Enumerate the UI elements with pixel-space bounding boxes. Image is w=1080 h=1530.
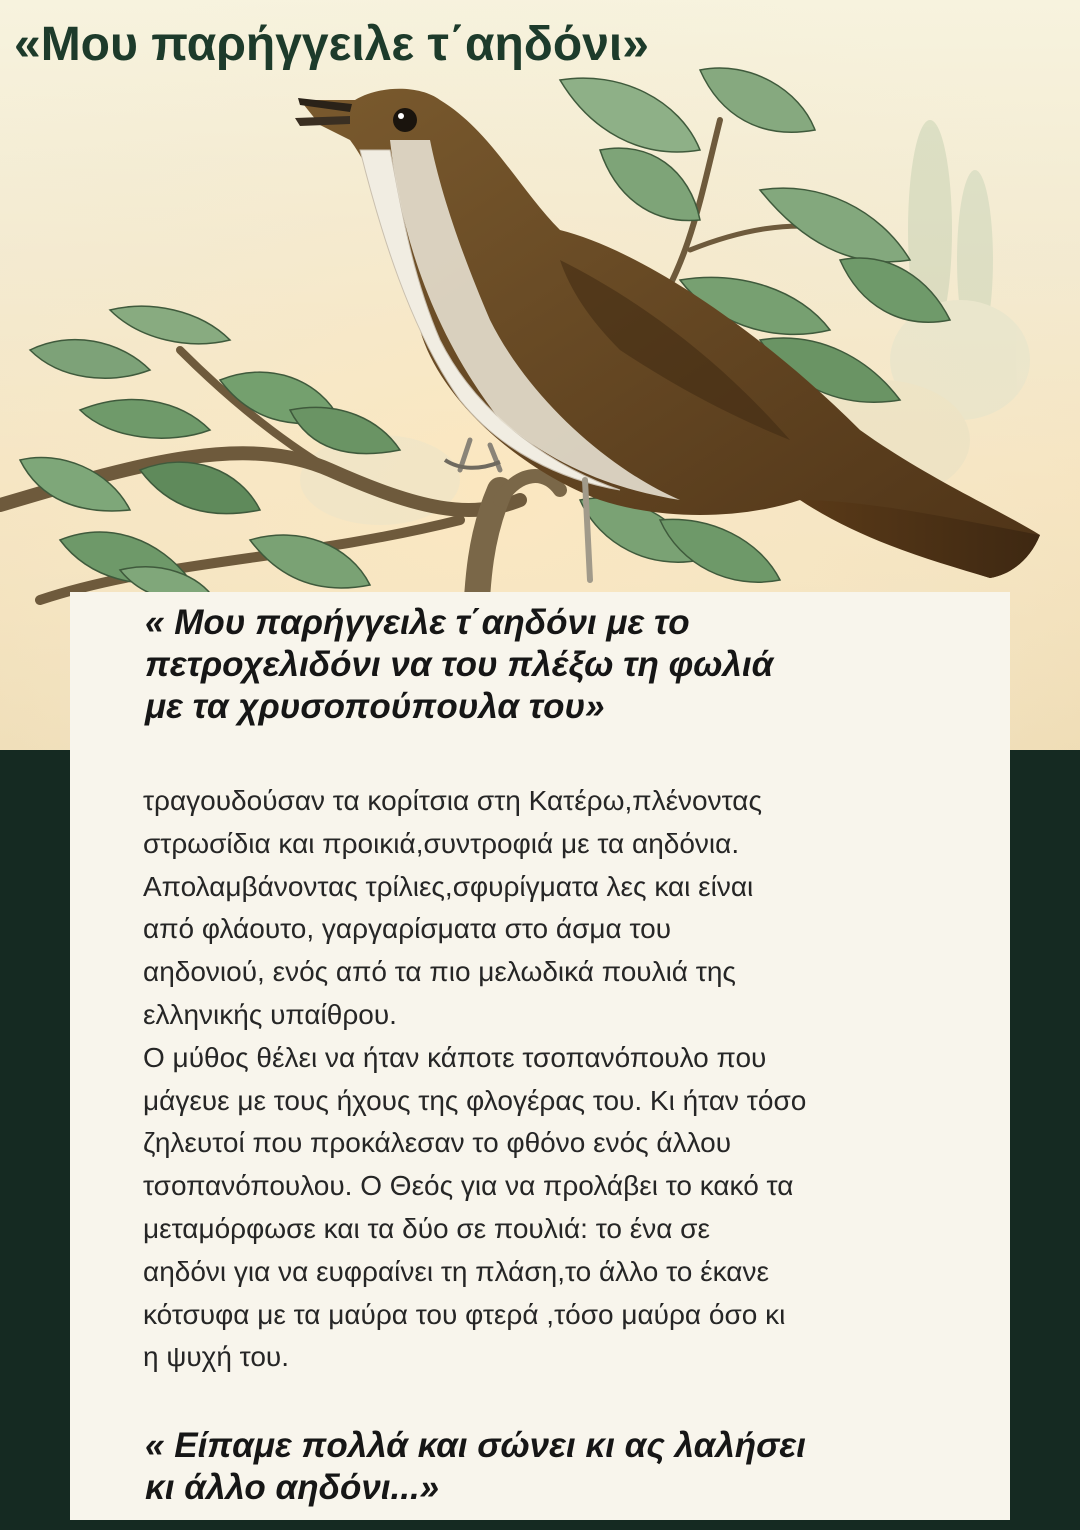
text-card bbox=[70, 592, 1010, 1520]
story-line: Απολαμβάνοντας τρίλιες,σφυρίγματα λες και είναι bbox=[143, 870, 754, 902]
quote-line: « Είπαμε πολλά και σώνει κι ας λαλήσει bbox=[145, 1426, 806, 1465]
story-line: κότσυφα με τα μαύρα του φτερά ,τόσο μαύρα όσο κι bbox=[143, 1298, 786, 1330]
quote-line: με τα χρυσοπούπουλα του» bbox=[145, 687, 605, 726]
story-line: τσοπανόπουλου. Ο Θεός για να προλάβει το κακό τα bbox=[143, 1170, 794, 1202]
story-line: Ο μύθος θέλει να ήταν κάποτε τσοπανόπουλο που bbox=[143, 1041, 767, 1073]
quote-line: πετροχελιδόνι να του πλέξω τη φωλιά bbox=[145, 645, 774, 684]
story-line: ζηλευτοί που προκάλεσαν το φθόνο ενός άλλου bbox=[143, 1127, 732, 1159]
story-line: τραγουδούσαν τα κορίτσια στη Κατέρω,πλένοντας bbox=[143, 785, 762, 816]
story-line: αηδονιού, ενός από τα πιο μελωδικά πουλιά της bbox=[143, 956, 736, 988]
story-line: η ψυχή του. bbox=[143, 1341, 290, 1373]
story-paragraph bbox=[143, 780, 963, 1379]
quote-line: « Μου παρήγγειλε τ΄αηδόνι με το bbox=[145, 603, 690, 642]
story-line: από φλάουτο, γαργαρίσματα στο άσμα του bbox=[143, 913, 672, 945]
story-line: αηδόνι για να ευφραίνει τη πλάση,το άλλο το έκανε bbox=[143, 1255, 769, 1287]
story-line: ελληνικής υπαίθρου. bbox=[143, 998, 397, 1030]
story-line: μάγευε με τους ήχους της φλογέρας του. Κι ήταν τόσο bbox=[143, 1084, 807, 1116]
closing-quote bbox=[145, 1425, 806, 1509]
story-line: μεταμόρφωσε και τα δύο σε πουλιά: το ένα σε bbox=[143, 1212, 710, 1244]
quote-line: κι άλλο αηδόνι...» bbox=[145, 1468, 440, 1507]
opening-quote bbox=[145, 602, 773, 728]
page-title: «Μου παρήγγειλε τ΄αηδόνι» bbox=[14, 18, 649, 71]
story-line: στρωσίδια και προικιά,συντροφιά με τα αηδόνια. bbox=[143, 827, 740, 859]
